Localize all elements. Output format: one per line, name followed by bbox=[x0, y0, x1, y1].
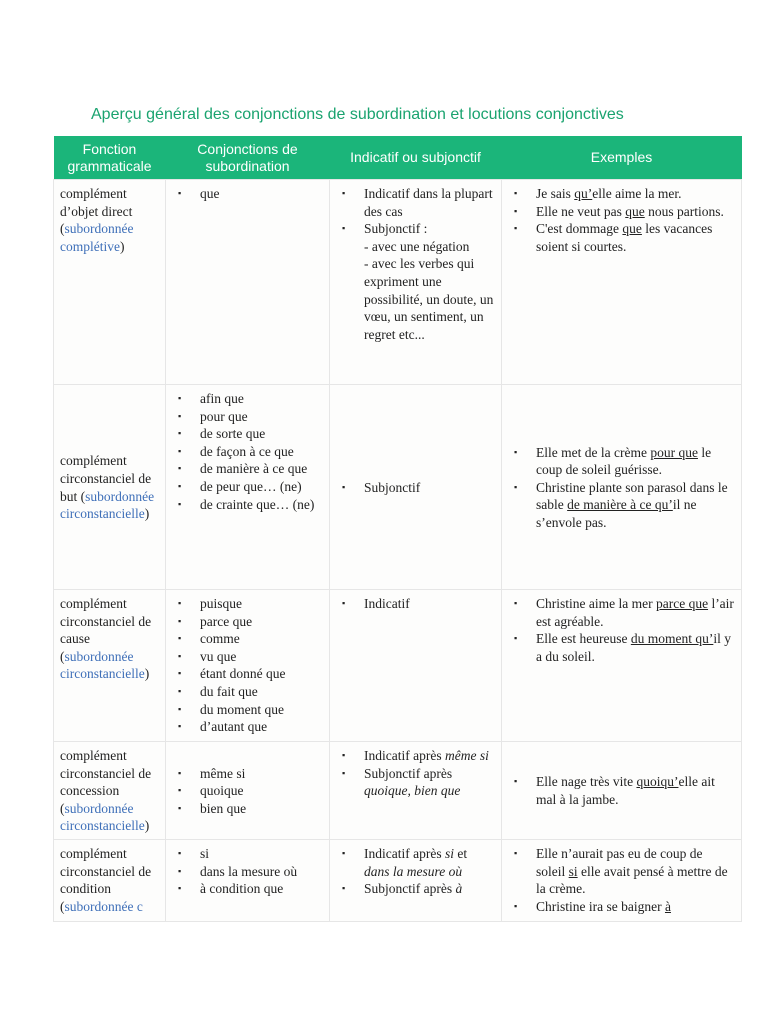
example-conjunction: si bbox=[568, 863, 578, 879]
table-row bbox=[54, 839, 742, 921]
list-item: ▪ étant donné que bbox=[200, 665, 323, 683]
header-exemples: Exemples bbox=[502, 136, 742, 180]
list-item: ▪ de peur que… (ne) bbox=[200, 478, 323, 496]
example-conjunction: pour que bbox=[650, 444, 698, 460]
example-text: elle ait mal à la jambe. bbox=[536, 774, 715, 807]
list-item bbox=[536, 220, 735, 255]
list-item: ▪ du moment que bbox=[200, 701, 323, 719]
table-row bbox=[54, 180, 742, 385]
mode-text: Indicatif après bbox=[364, 748, 445, 763]
mode-cell bbox=[330, 385, 502, 590]
conjonctions-cell bbox=[166, 385, 330, 590]
example-conjunction: à bbox=[664, 898, 671, 914]
list-item bbox=[536, 444, 735, 479]
list-item bbox=[536, 203, 735, 221]
fonction-cell: complément circonstanciel de but (subordonnée circonstancielle) bbox=[54, 385, 166, 590]
mode-conjunction: quoique, bien que bbox=[364, 783, 461, 799]
list-item: ▪ à condition que bbox=[200, 880, 323, 898]
fonction-cell: complément d’objet direct (subordonnée complétive) bbox=[54, 180, 166, 385]
list-item: ▪ d’autant que bbox=[200, 718, 323, 736]
subordinate-type-link[interactable]: subordonnée circonstancielle bbox=[60, 648, 145, 682]
example-conjunction: que bbox=[625, 203, 645, 219]
list-item bbox=[536, 185, 735, 203]
example-text: elle avait pensé à mettre de la crème. bbox=[536, 863, 728, 897]
table-row bbox=[54, 385, 742, 590]
list-item: ▪ pour que bbox=[200, 408, 323, 426]
list-item: ▪ Subjonctif bbox=[364, 479, 495, 497]
example-text: Elle met de la crème bbox=[536, 444, 651, 460]
conjonctions-cell bbox=[166, 590, 330, 742]
list-item bbox=[536, 630, 735, 665]
mode-text: Subjonctif après bbox=[364, 765, 453, 781]
conjonctions-cell bbox=[166, 839, 330, 921]
fonction-cell: complément circonstanciel de concession (subordonnée circonstancielle) bbox=[54, 742, 166, 840]
conjonctions-cell bbox=[166, 180, 330, 385]
list-item bbox=[364, 765, 495, 800]
mode-conjunction: à bbox=[455, 881, 463, 897]
header-conjonctions: Conjonctions de subordination bbox=[166, 136, 330, 180]
list-item: ▪ Indicatif dans la plupart des cas bbox=[364, 185, 495, 220]
mode-text: et bbox=[453, 845, 468, 861]
example-conjunction: du moment qu’ bbox=[630, 631, 714, 647]
example-text: Elle n’aurait pas eu de coup de soleil bbox=[536, 845, 703, 879]
conjunction-table bbox=[53, 136, 742, 922]
mode-conjunction: même si bbox=[444, 748, 489, 763]
example-text: C'est dommage bbox=[536, 221, 623, 237]
list-item bbox=[536, 479, 735, 532]
example-text: Christine ira se baigner bbox=[536, 898, 665, 914]
example-text: Je sais bbox=[536, 186, 575, 201]
list-item bbox=[364, 220, 495, 343]
list-item: ▪ comme bbox=[200, 630, 323, 648]
subordinate-type-link[interactable]: subordonnée circonstancielle bbox=[60, 488, 155, 522]
example-text: nous partions. bbox=[644, 203, 724, 219]
list-item: ▪ dans la mesure où bbox=[200, 863, 323, 881]
list-item bbox=[536, 898, 735, 916]
list-item: ▪ de façon à ce que bbox=[200, 443, 323, 461]
mode-cell bbox=[330, 742, 502, 840]
mode-cell bbox=[330, 180, 502, 385]
example-text: Christine aime la mer bbox=[536, 596, 656, 611]
table-header-row bbox=[54, 136, 742, 180]
example-text: le coup de soleil guérisse. bbox=[536, 444, 712, 478]
subordinate-type-link[interactable]: subordonnée complétive bbox=[60, 221, 134, 254]
example-text: il ne s’envole pas. bbox=[536, 497, 697, 530]
fonction-text: complément circonstanciel de concession bbox=[60, 748, 152, 799]
list-item: ▪ quoique bbox=[200, 782, 323, 800]
example-conjunction: quoiqu’ bbox=[636, 774, 679, 790]
mode-conjunction: si bbox=[444, 845, 454, 861]
header-fonction: Fonction grammaticale bbox=[54, 136, 166, 180]
list-item bbox=[364, 845, 495, 880]
list-item: ▪ de sorte que bbox=[200, 425, 323, 443]
mode-cell bbox=[330, 839, 502, 921]
example-conjunction: que bbox=[622, 221, 642, 237]
list-item bbox=[364, 880, 495, 898]
example-text: elle aime la mer. bbox=[592, 186, 682, 201]
list-item bbox=[536, 845, 735, 898]
example-conjunction: parce que bbox=[655, 596, 709, 611]
example-text: il y a du soleil. bbox=[536, 631, 731, 664]
list-item: ▪ puisque bbox=[200, 595, 323, 613]
fonction-text: complément circonstanciel de condition bbox=[60, 845, 152, 897]
example-conjunction: de manière à ce qu’ bbox=[567, 497, 673, 513]
example-text: l’air est agréable. bbox=[536, 596, 734, 629]
list-item: ▪ vu que bbox=[200, 648, 323, 666]
example-text: Christine plante son parasol dans le sable bbox=[536, 479, 728, 513]
list-item: ▪ que bbox=[200, 185, 323, 203]
subordinate-type-link[interactable]: subordonnée c bbox=[64, 898, 143, 914]
list-item: ▪ du fait que bbox=[200, 683, 323, 701]
exemples-cell bbox=[502, 590, 742, 742]
fonction-cell: complément circonstanciel de condition (subordonnée c bbox=[54, 839, 166, 921]
mode-text: - avec les verbes qui expriment une possibilité, un doute, un vœu, un sentiment, un regret etc... bbox=[364, 256, 494, 342]
table-row bbox=[54, 590, 742, 742]
fonction-text: complément d’objet direct bbox=[60, 186, 133, 219]
list-item: ▪ parce que bbox=[200, 613, 323, 631]
table-row bbox=[54, 742, 742, 840]
fonction-text: complément circonstanciel de cause bbox=[60, 596, 152, 647]
exemples-cell bbox=[502, 385, 742, 590]
mode-text: - avec une négation bbox=[364, 238, 470, 254]
list-item: ▪ même si bbox=[200, 765, 323, 783]
example-text: Elle ne veut pas bbox=[536, 203, 626, 219]
list-item bbox=[536, 773, 735, 808]
mode-conjunction: dans la mesure où bbox=[364, 863, 463, 879]
example-conjunction: qu’ bbox=[574, 186, 593, 201]
mode-cell bbox=[330, 590, 502, 742]
list-item: ▪ si bbox=[200, 845, 323, 863]
exemples-cell bbox=[502, 742, 742, 840]
list-item: ▪ de crainte que… (ne) bbox=[200, 496, 323, 514]
mode-text: Subjonctif : bbox=[364, 221, 428, 237]
fonction-text: complément circonstanciel de but bbox=[60, 453, 152, 504]
list-item: ▪ bien que bbox=[200, 800, 323, 818]
header-mode: Indicatif ou subjonctif bbox=[330, 136, 502, 180]
subordinate-type-link[interactable]: subordonnée circonstancielle bbox=[60, 800, 145, 834]
conjonctions-cell bbox=[166, 742, 330, 840]
list-item bbox=[536, 595, 735, 630]
list-item bbox=[364, 747, 495, 765]
page-title: Aperçu général des conjonctions de subordination et locutions conjonctives bbox=[91, 106, 624, 123]
example-text: Elle est heureuse bbox=[536, 631, 631, 647]
fonction-cell: complément circonstanciel de cause (subordonnée circonstancielle) bbox=[54, 590, 166, 742]
mode-text: Indicatif après bbox=[364, 845, 445, 861]
mode-text: Subjonctif après bbox=[364, 881, 456, 897]
example-text: Elle nage très vite bbox=[536, 774, 637, 790]
list-item: ▪ de manière à ce que bbox=[200, 460, 323, 478]
exemples-cell bbox=[502, 839, 742, 921]
list-item: ▪ afin que bbox=[200, 390, 323, 408]
example-text: les vacances soient si courtes. bbox=[536, 221, 713, 254]
exemples-cell bbox=[502, 180, 742, 385]
list-item: ▪ Indicatif bbox=[364, 595, 495, 613]
